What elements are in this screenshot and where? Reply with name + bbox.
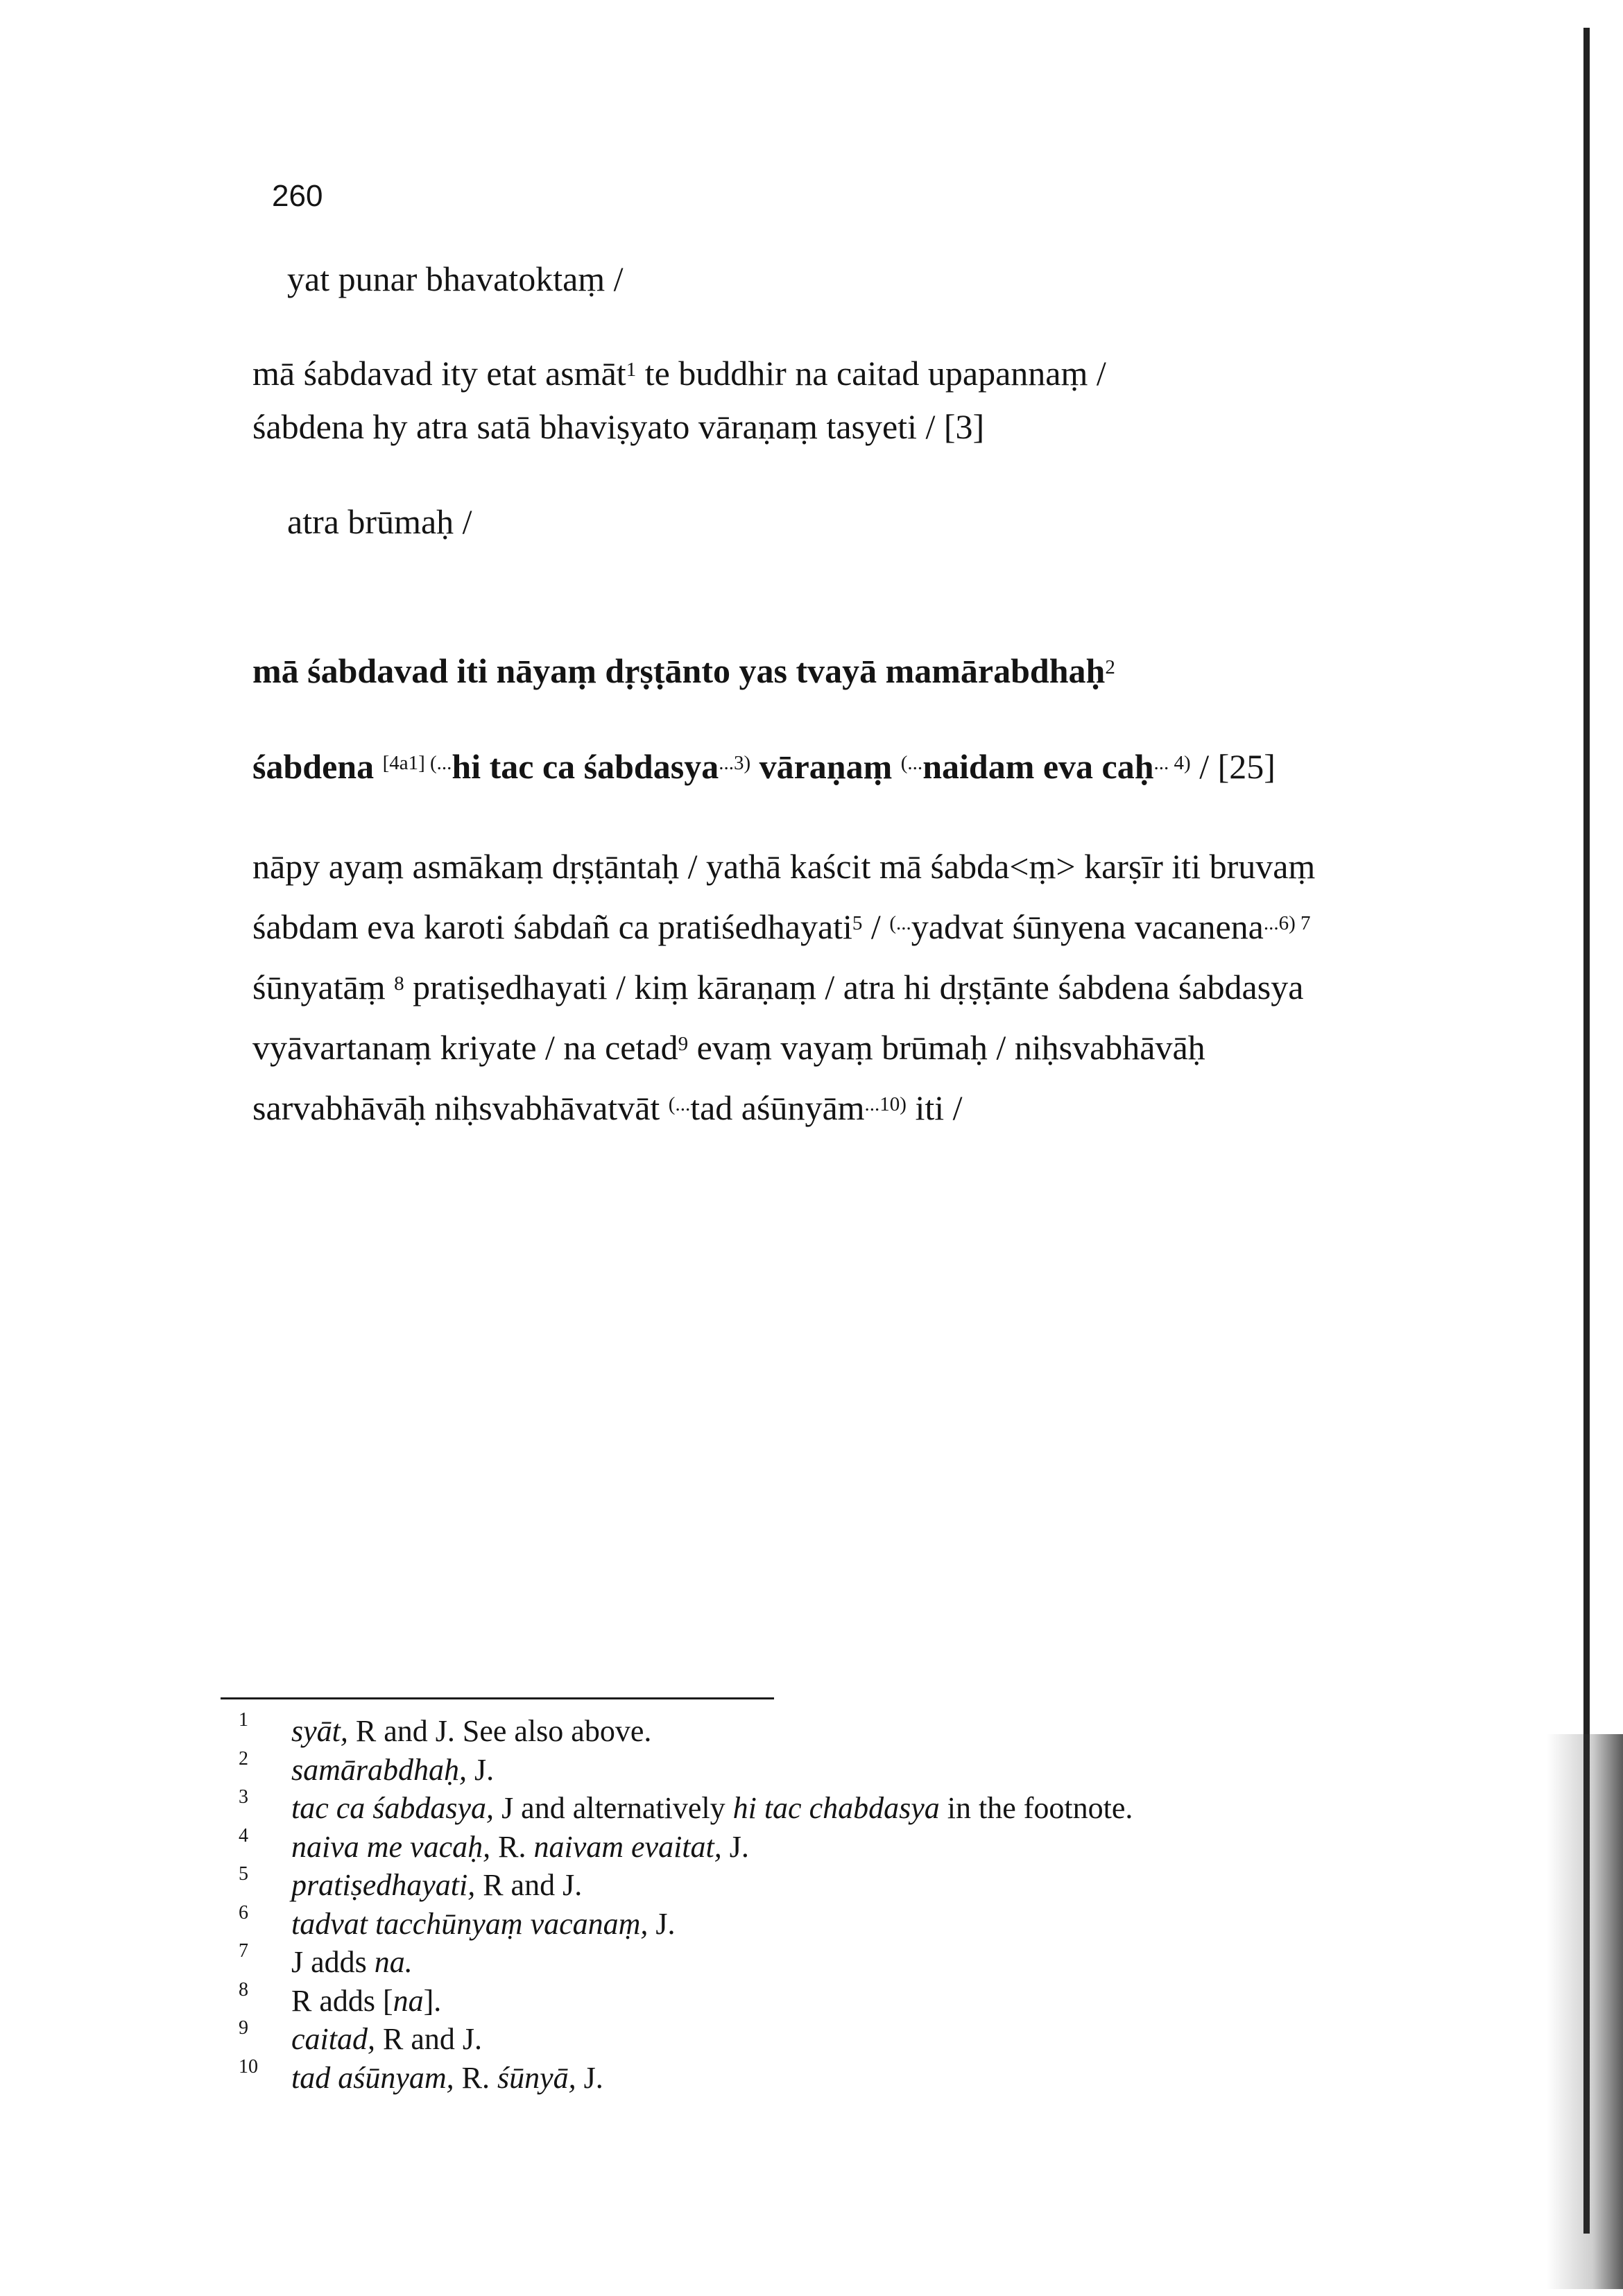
- footnote-number: 2: [239, 1747, 248, 1770]
- verse-text: vāraṇaṃ: [750, 747, 893, 786]
- prose-line-5: [252, 1078, 1415, 1138]
- text-line-4: [287, 504, 472, 539]
- footnote-number: 10: [239, 2055, 258, 2077]
- footnote-ref: 5: [852, 911, 863, 934]
- footnote-text: [291, 1906, 676, 1942]
- footnote-number: 8: [239, 1978, 248, 2001]
- footnote-rest: J.: [721, 1829, 749, 1864]
- footnote-italic: tadvat tacchūnyaṃ vacanaṃ,: [291, 1906, 649, 1941]
- footnote-italic: śūnyā,: [497, 2060, 576, 2095]
- folio-marker: [4a1] (...: [382, 751, 452, 774]
- footnote-rest: in the footnote.: [939, 1791, 1133, 1825]
- footnote-ref: 9: [678, 1032, 689, 1055]
- footnote-text: [291, 1829, 749, 1865]
- verse-line-1: [252, 653, 1115, 688]
- footnote-italic: na: [393, 1983, 424, 2018]
- footnote-italic: naivam evaitat,: [533, 1829, 722, 1864]
- footnote-number: 4: [239, 1824, 248, 1847]
- line-text: nāpy ayaṃ asmākaṃ dṛṣṭāntaḥ / yathā kaścit mā śabda<ṃ> karṣīr iti bruvaṃ: [252, 847, 1316, 886]
- footnote-rest: R and J. See also above.: [347, 1714, 652, 1748]
- footnote-rest: J and alternatively: [494, 1791, 733, 1825]
- prose-line-1: [252, 837, 1415, 897]
- line-text: yat punar bhavatoktaṃ /: [287, 259, 624, 298]
- footnote-number: 3: [239, 1786, 248, 1808]
- line-text: pratiṣedhayati / kiṃ kāraṇaṃ / atra hi dṛṣṭānte śabdena śabdasya: [404, 968, 1304, 1006]
- footnote-rest: R adds [: [291, 1983, 393, 2018]
- line-text: śabdena hy atra satā bhaviṣyato vāraṇaṃ tasyeti / [3]: [252, 407, 985, 446]
- text-line-1: [287, 259, 624, 298]
- footnote-ref: ...6) 7: [1263, 911, 1311, 934]
- footnote-number: 7: [239, 1940, 248, 1962]
- footnote-rest: J.: [576, 2060, 603, 2095]
- footnote-text: [291, 1713, 651, 1749]
- footnote-rest: J adds: [291, 1945, 375, 1979]
- verse-text: mā śabdavad iti nāyaṃ dṛṣṭānto yas tvayā mamārabdhaḥ: [252, 651, 1106, 690]
- footnote-text: [291, 2021, 482, 2057]
- line-text: iti /: [906, 1088, 963, 1127]
- line-text: sarvabhāvāḥ niḥsvabhāvatvāt: [252, 1088, 669, 1127]
- scan-edge-shadow: [1547, 1734, 1623, 2289]
- verse-text: naidam eva caḥ: [922, 747, 1154, 786]
- line-text: tad aśūnyām: [690, 1088, 865, 1127]
- footnote-number: 9: [239, 2017, 248, 2039]
- footnote-italic: pratiṣedhayati,: [291, 1868, 476, 1902]
- text-line-3: [252, 409, 984, 444]
- verse-text: śabdena: [252, 747, 375, 786]
- line-text: mā śabdavad ity etat asmāt: [252, 354, 626, 393]
- footnote-italic: caitad,: [291, 2022, 375, 2056]
- line-text: /: [862, 907, 890, 946]
- commentary-paragraph: [252, 837, 1415, 1138]
- footnote-rest: R.: [454, 2060, 498, 2095]
- footnote-number: 6: [239, 1901, 248, 1924]
- footnote-separator: [221, 1697, 774, 1699]
- footnote-italic: samārabdhaḥ,: [291, 1752, 467, 1787]
- verse-text: hi tac ca śabdasya: [452, 747, 719, 786]
- footnote-ref: (...: [889, 911, 911, 934]
- line-text: yadvat śūnyena vacanena: [911, 907, 1264, 946]
- verse-line-2: [252, 749, 1276, 784]
- footnote-italic: hi tac chabdasya: [732, 1791, 940, 1825]
- footnote-italic: syāt,: [291, 1714, 348, 1748]
- footnote-italic: na.: [374, 1945, 413, 1979]
- footnote-ref: 2: [1105, 656, 1115, 678]
- footnote-text: [291, 2060, 603, 2096]
- footnote-ref: ...3): [719, 751, 751, 774]
- footnote-rest: J.: [467, 1752, 495, 1787]
- footnote-rest: R and J.: [375, 2022, 482, 2056]
- footnote-rest: R.: [490, 1829, 534, 1864]
- footnote-text: [291, 1867, 582, 1903]
- footnote-number: 1: [239, 1709, 248, 1731]
- verse-number: / [25]: [1190, 747, 1276, 786]
- footnote-rest: ].: [423, 1983, 442, 2018]
- footnote-italic: tad aśūnyam,: [291, 2060, 454, 2095]
- prose-line-4: [252, 1018, 1415, 1078]
- footnote-text: [291, 1944, 413, 1980]
- footnote-ref: (...: [900, 751, 923, 774]
- footnote-italic: naiva me vacaḥ,: [291, 1829, 491, 1864]
- footnote-ref: 1: [626, 358, 637, 381]
- footnote-ref: ... 4): [1153, 751, 1191, 774]
- footnote-number: 5: [239, 1863, 248, 1885]
- line-text: evaṃ vayaṃ brūmaḥ / niḥsvabhāvāḥ: [688, 1028, 1205, 1067]
- footnote-rest: J.: [648, 1906, 676, 1941]
- prose-line-3: [252, 957, 1415, 1018]
- line-text: śūnyatāṃ: [252, 968, 395, 1006]
- footnote-ref: ...10): [864, 1093, 907, 1115]
- footnote-rest: R and J.: [475, 1868, 583, 1902]
- footnote-ref: 8: [394, 972, 404, 995]
- text-line-2: [252, 356, 1106, 391]
- line-text: śabdam eva karoti śabdañ ca pratiśedhayati: [252, 907, 852, 946]
- page-number: 260: [272, 179, 323, 213]
- line-text: vyāvartanaṃ kriyate / na cetad: [252, 1028, 678, 1067]
- line-text: atra brūmaḥ /: [287, 502, 472, 541]
- footnote-text: [291, 1983, 441, 2019]
- footnote-italic: tac ca śabdasya,: [291, 1791, 495, 1825]
- prose-line-2: [252, 897, 1415, 957]
- footnote-text: [291, 1790, 1133, 1826]
- footnote-text: [291, 1752, 494, 1788]
- line-text: te buddhir na caitad upapannaṃ /: [636, 354, 1106, 393]
- footnote-ref: (...: [668, 1093, 691, 1115]
